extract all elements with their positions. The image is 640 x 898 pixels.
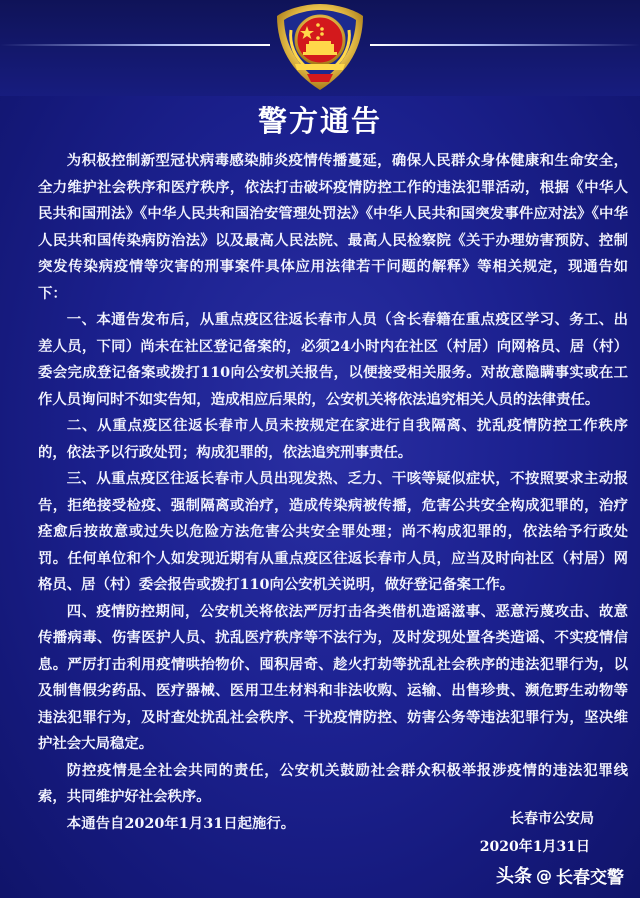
notice-clause-1: 一、本通告发布后，从重点疫区往返长春市人员（含长春籍在重点疫区学习、务工、出差人员，下同）尚未在社区登记备案的，必须24小时内在社区（村居）向网格员、居（村）委会完成登记备案或拨打110向公安机关报告，以便接受相关服务。对故意隐瞒事实或在工作人员询问时不如实告知，造成相应后果的，公安机关将依法追究相关人员的法律责任。 bbox=[38, 311, 628, 408]
notice-intro-paragraph: 为积极控制新型冠状病毒感染肺炎疫情传播蔓延，确保人民群众身体健康和生命安全，全力维护社会秩序和医疗秩序，依法打击破坏疫情防控工作的违法犯罪活动，根据《中华人民共和国刑法》《中华人民共和国治安管理处罚法》《中华人民共和国突发事件应对法》《中华人民共和国传染病防治法》以及最高人民法院、最高人民检察院《关于办理妨害预防、控制突发传染病疫情等灾害的刑事案件具体应用法律若干问题的解释》等相关规定，现通告如下： bbox=[38, 152, 628, 302]
watermark-account: 长春交警 bbox=[556, 867, 624, 888]
header-light-line-right bbox=[370, 44, 640, 46]
notice-closing-paragraph: 防控疫情是全社会共同的责任，公安机关鼓励社会群众积极举报涉疫情的违法犯罪线索，共同维护好社会秩序。 bbox=[38, 761, 628, 805]
notice-effective-date: 本通告自2020年1月31日起施行。 bbox=[66, 814, 296, 832]
watermark-at: @ bbox=[536, 865, 552, 885]
notice-clause-4: 四、疫情防控期间，公安机关将依法严厉打击各类借机造谣滋事、恶意污蔑攻击、故意传播病毒、伤害医护人员、扰乱医疗秩序等不法行为，及时发现处置各类造谣、不实疫情信息。严厉打击利用疫情哄抬物价、囤积居奇、趁火打劫等扰乱社会秩序的违法犯罪行为，以及制售假劣药品、医疗器械、医用卫生材料和非法收购、运输、出售珍贵、濒危野生动物等违法犯罪行为，及时查处扰乱社会秩序、干扰疫情防控、妨害公务等违法犯罪行为，坚决维护社会大局稳定。 bbox=[38, 602, 628, 752]
issue-date: 2020年1月31日 bbox=[479, 839, 590, 855]
watermark bbox=[496, 862, 624, 888]
notice-clause-3: 三、从重点疫区往返长春市人员出现发热、乏力、干咳等疑似症状，不按照要求主动报告，拒绝接受检疫、强制隔离或治疗，造成传染病被传播，危害公共安全构成犯罪的，治疗痊愈后按故意或过失以危险方法危害公共安全罪处理；尚不构成犯罪的，依法给予行政处罚。任何单位和个人如发现近期有从重点疫区往返长春市人员，应当及时向社区（村居）网格员、居（村）委会报告或拨打110向公安机关说明，做好登记备案工作。 bbox=[38, 470, 628, 593]
notice-title: 警方通告 bbox=[257, 104, 382, 138]
header-light-line-left bbox=[0, 44, 270, 46]
notice-body bbox=[38, 148, 628, 837]
watermark-brand: 头条 bbox=[496, 866, 532, 887]
police-badge-icon bbox=[271, 0, 369, 94]
notice-clause-2: 二、从重点疫区往返长春市人员未按规定在家进行自我隔离、扰乱疫情防控工作秩序的，依法予以行政处罚；构成犯罪的，依法追究刑事责任。 bbox=[38, 417, 628, 461]
issuer-name: 长春市公安局 bbox=[510, 811, 594, 827]
